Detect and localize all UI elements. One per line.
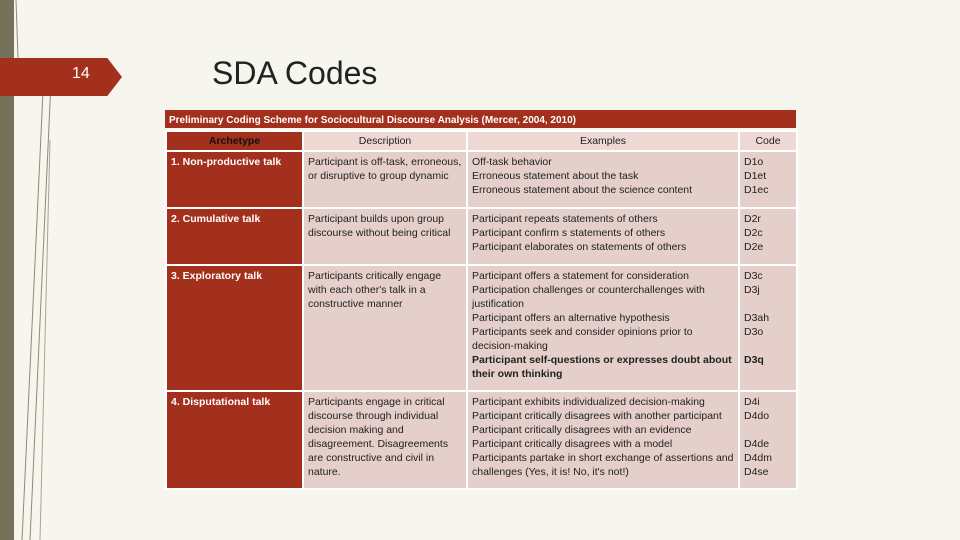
code-line: D4de xyxy=(744,438,770,450)
table-header-row xyxy=(166,131,797,151)
archetype-cell: 4. Disputational talk xyxy=(166,391,303,489)
code-cell xyxy=(739,265,797,391)
example-line: Participant repeats statements of others xyxy=(472,213,658,225)
examples-cell xyxy=(467,151,739,208)
description-cell: Participants engage in critical discourse through individual decision making and disagreement. Disagreements are constructive and civil in nature. xyxy=(303,391,467,489)
archetype-cell: 2. Cumulative talk xyxy=(166,208,303,265)
example-line: Participant elaborates on statements of others xyxy=(472,241,687,253)
code-line: D4se xyxy=(744,466,769,478)
example-line: Participant offers a statement for consideration xyxy=(472,270,689,282)
header-description: Description xyxy=(303,131,467,151)
slide-number-tab xyxy=(0,58,122,96)
coding-scheme-table xyxy=(165,130,798,490)
code-cell xyxy=(739,391,797,489)
example-line: Participant critically disagrees with another participant xyxy=(472,410,722,422)
slide-title: SDA Codes xyxy=(212,55,378,91)
code-spacer xyxy=(744,423,792,437)
code-line: D3o xyxy=(744,326,764,338)
code-cell xyxy=(739,151,797,208)
table-caption: Preliminary Coding Scheme for Sociocultural Discourse Analysis (Mercer, 2004, 2010) xyxy=(165,110,796,128)
code-line: D4i xyxy=(744,396,760,408)
code-line: D3ah xyxy=(744,312,770,324)
code-line: D1o xyxy=(744,156,764,168)
code-line: D4dm xyxy=(744,452,773,464)
header-code: Code xyxy=(739,131,797,151)
slide-number: 14 xyxy=(72,65,90,82)
code-line: D1ec xyxy=(744,184,769,196)
example-line: Erroneous statement about the science content xyxy=(472,184,693,196)
description-cell: Participant builds upon group discourse without being critical xyxy=(303,208,467,265)
example-line: Participants seek and consider opinions prior to decision-making xyxy=(472,326,693,352)
example-line: Participation challenges or counterchallenges with justification xyxy=(472,284,705,310)
code-line: D1et xyxy=(744,170,767,182)
table-row xyxy=(166,265,797,391)
code-line: D3q xyxy=(744,354,764,366)
table-row xyxy=(166,151,797,208)
code-line: D2r xyxy=(744,213,761,225)
example-line: Participant confirm s statements of others xyxy=(472,227,666,239)
example-line: Participant offers an alternative hypothesis xyxy=(472,312,670,324)
code-line: D4do xyxy=(744,410,770,422)
archetype-cell: 1. Non-productive talk xyxy=(166,151,303,208)
table-row xyxy=(166,208,797,265)
table-row xyxy=(166,391,797,489)
header-examples: Examples xyxy=(467,131,739,151)
code-spacer xyxy=(744,339,792,353)
examples-cell xyxy=(467,208,739,265)
description-cell: Participants critically engage with each other's talk in a constructive manner xyxy=(303,265,467,391)
code-line: D2e xyxy=(744,241,764,253)
code-cell xyxy=(739,208,797,265)
code-spacer xyxy=(744,297,792,311)
description-cell: Participant is off-task, erroneous, or disruptive to group dynamic xyxy=(303,151,467,208)
example-line: Participant exhibits individualized decision-making xyxy=(472,396,705,408)
example-line: Off-task behavior xyxy=(472,156,552,168)
code-line: D3j xyxy=(744,284,760,296)
code-line: D2c xyxy=(744,227,763,239)
examples-cell xyxy=(467,391,739,489)
example-line: Participant critically disagrees with a model xyxy=(472,438,673,450)
example-line: Participants partake in short exchange of assertions and challenges (Yes, it is! No, it's not!) xyxy=(472,452,734,478)
examples-cell xyxy=(467,265,739,391)
example-line: Erroneous statement about the task xyxy=(472,170,639,182)
code-line: D3c xyxy=(744,270,763,282)
coding-scheme-table-container xyxy=(165,110,796,490)
header-archetype: Archetype xyxy=(166,131,303,151)
example-line: Participant critically disagrees with an evidence xyxy=(472,424,692,436)
archetype-cell: 3. Exploratory talk xyxy=(166,265,303,391)
example-line: Participant self-questions or expresses doubt about their own thinking xyxy=(472,354,732,380)
